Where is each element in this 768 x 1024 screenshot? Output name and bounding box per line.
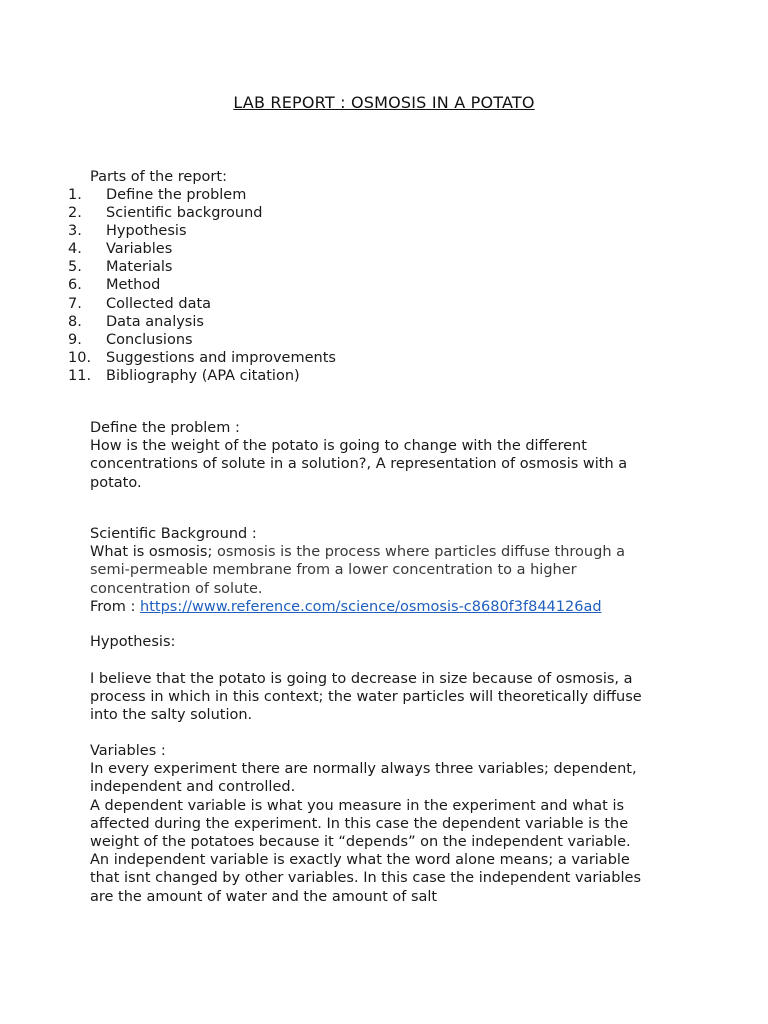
paragraph-line: [90, 543, 690, 561]
list-item-number: 10.: [68, 349, 92, 366]
variables-section: [90, 742, 690, 906]
list-item-label: Variables: [106, 241, 173, 258]
list-item: [68, 276, 336, 294]
source-line: [90, 598, 690, 616]
list-item-number: 1.: [68, 187, 82, 203]
osmosis-definition: osmosis is the process where particles diffuse through a: [212, 544, 626, 561]
list-item-number: 4.: [68, 241, 82, 258]
source-label: From :: [90, 598, 141, 615]
report-title: LAB REPORT : OSMOSIS IN A POTATO: [233, 93, 535, 112]
background-section: [90, 525, 690, 616]
list-item: [68, 313, 336, 331]
osmosis-lead: What is osmosis;: [90, 544, 213, 561]
paragraph-line: How is the weight of the potato is going to change with the different: [90, 438, 587, 455]
list-item-number: 8.: [68, 313, 82, 330]
problem-section: [90, 419, 690, 492]
paragraph-line: potato.: [90, 474, 142, 491]
paragraph-line: into the salty solution.: [90, 707, 253, 724]
source-link[interactable]: https://www.reference.com/science/osmosis-c8680f3f844126ad: [140, 598, 602, 615]
list-item-number: 5.: [68, 259, 82, 276]
list-item-label: Hypothesis: [106, 223, 187, 240]
hypothesis-section: [90, 633, 690, 651]
list-item: [68, 204, 336, 222]
list-item-number: 2.: [68, 205, 82, 222]
paragraph-line: A dependent variable is what you measure in the experiment and what is: [90, 797, 625, 814]
hypothesis-body: [90, 670, 690, 725]
paragraph-line: independent and controlled.: [90, 779, 296, 796]
list-item: [68, 349, 336, 367]
section-heading: Variables :: [90, 743, 166, 759]
section-heading: Define the problem :: [90, 420, 240, 436]
list-item: [68, 331, 336, 349]
list-item: [68, 240, 336, 258]
parts-heading: [90, 168, 690, 186]
list-item-label: Collected data: [106, 295, 212, 312]
list-item-label: Suggestions and improvements: [106, 349, 336, 366]
list-item-label: Define the problem: [106, 187, 247, 203]
list-item: [68, 222, 336, 240]
paragraph-line: weight of the potatoes because it “depends” on the independent variable.: [90, 834, 631, 851]
paragraph-line: concentrations of solute in a solution?, A representation of osmosis with a: [90, 456, 628, 473]
section-heading: Hypothesis:: [90, 634, 176, 650]
paragraph-line: An independent variable is exactly what the word alone means; a variable: [90, 852, 630, 869]
section-heading: Scientific Background :: [90, 526, 257, 542]
paragraph-line: concentration of solute.: [90, 580, 263, 597]
parts-heading-text: Parts of the report:: [90, 169, 227, 185]
list-item: [68, 367, 336, 385]
list-item-label: Method: [106, 277, 161, 294]
parts-list: [68, 186, 336, 385]
list-item-number: 6.: [68, 277, 82, 294]
paragraph-line: In every experiment there are normally always three variables; dependent,: [90, 761, 637, 778]
paragraph-line: process in which in this context; the water particles will theoretically diffuse: [90, 689, 642, 706]
list-item-label: Materials: [106, 259, 173, 276]
paragraph-line: are the amount of water and the amount of salt: [90, 888, 438, 905]
list-item: [68, 258, 336, 276]
list-item-label: Bibliography (APA citation): [106, 367, 300, 384]
list-item-label: Scientific background: [106, 205, 263, 222]
list-item-number: 9.: [68, 331, 82, 348]
list-item-number: 11.: [68, 367, 92, 384]
paragraph-line: I believe that the potato is going to decrease in size because of osmosis, a: [90, 671, 633, 687]
list-item-number: 3.: [68, 223, 82, 240]
list-item-number: 7.: [68, 295, 82, 312]
list-item: [68, 186, 336, 204]
paragraph-line: affected during the experiment. In this case the dependent variable is the: [90, 815, 629, 832]
paragraph-line: that isnt changed by other variables. In this case the independent variables: [90, 870, 642, 887]
list-item-label: Conclusions: [106, 331, 193, 348]
list-item: [68, 295, 336, 313]
paragraph-line: semi-permeable membrane from a lower concentration to a higher: [90, 562, 577, 579]
list-item-label: Data analysis: [106, 313, 204, 330]
